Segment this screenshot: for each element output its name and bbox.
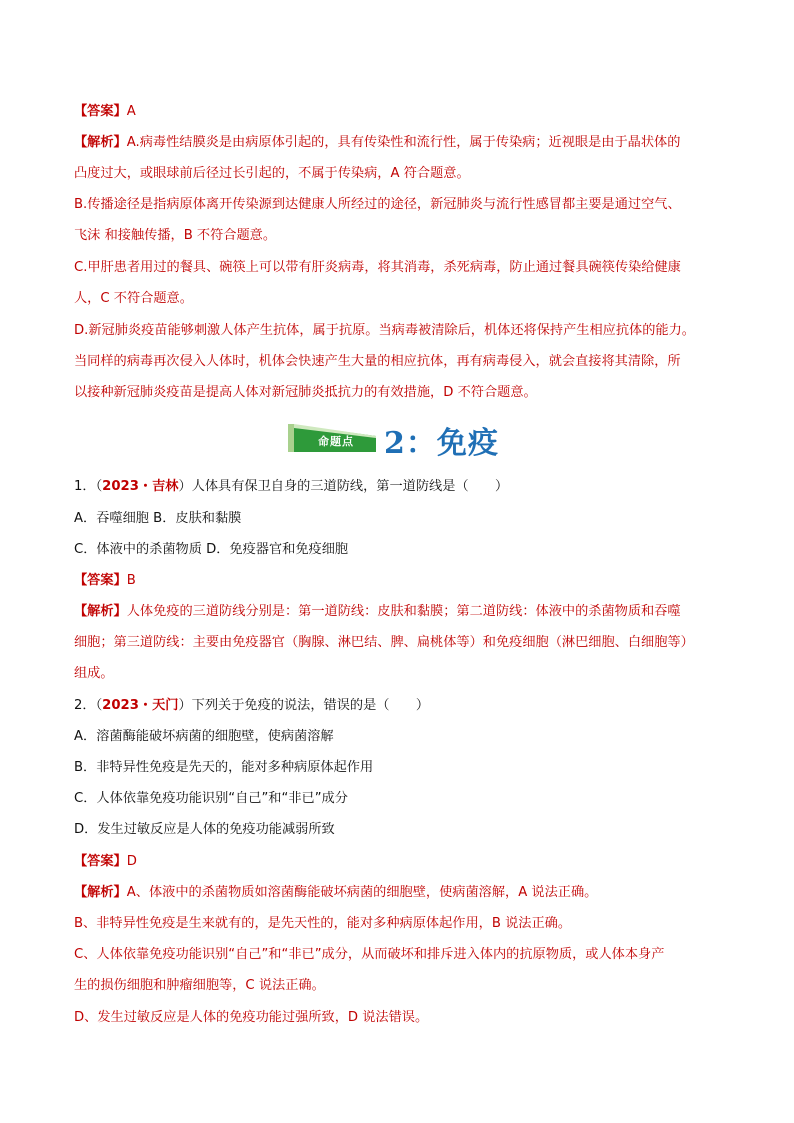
analysis-line bbox=[74, 133, 734, 153]
answer-value: D bbox=[126, 854, 137, 869]
answer-value: A bbox=[126, 104, 136, 119]
analysis-tag: 【解析】 bbox=[74, 135, 127, 150]
answer-tag: 【答案】 bbox=[74, 854, 127, 869]
question-source: 2023・吉林 bbox=[102, 479, 179, 494]
analysis-text: 当同样的病毒再次侵入人体时，机体会快速产生大量的相应抗体，再有病毒侵入，就会直接将其清除，所 bbox=[74, 354, 681, 369]
section-heading bbox=[288, 418, 528, 462]
analysis-text: 凸度过大，或眼球前后径过长引起的，不属于传染病，A 符合题意。 bbox=[74, 166, 470, 181]
banner-label: 命题点 bbox=[318, 435, 354, 448]
analysis-text: 生的损伤细胞和肿瘤细胞等，C 说法正确。 bbox=[74, 978, 325, 993]
answer-tag: 【答案】 bbox=[74, 573, 127, 588]
answer-line bbox=[74, 102, 734, 122]
analysis-text: 以接种新冠肺炎疫苗是提高人体对新冠肺炎抵抗力的有效措施，D 不符合题意。 bbox=[74, 385, 537, 400]
analysis-text: 人，C 不符合题意。 bbox=[74, 291, 193, 306]
question-number: 2．（ bbox=[74, 698, 103, 713]
analysis-tag: 【解析】 bbox=[74, 604, 127, 619]
analysis-text: 飞沫 和接触传播，B 不符合题意。 bbox=[74, 228, 277, 243]
analysis-text: 人体免疫的三道防线分别是：第一道防线：皮肤和黏膜；第二道防线：体液中的杀菌物质和吞噬 bbox=[126, 604, 681, 619]
analysis-text: B、非特异性免疫是生来就有的，是先天性的，能对多种病原体起作用，B 说法正确。 bbox=[74, 916, 572, 931]
question-number: 1．（ bbox=[74, 479, 103, 494]
question-stem bbox=[74, 477, 734, 497]
analysis-text: D、发生过敏反应是人体的免疫功能过强所致，D 说法错误。 bbox=[74, 1010, 429, 1025]
analysis-text: A、体液中的杀菌物质如溶菌酶能破坏病菌的细胞壁，使病菌溶解，A 说法正确。 bbox=[126, 885, 598, 900]
question-text: ）人体具有保卫自身的三道防线，第一道防线是（ ） bbox=[178, 479, 509, 494]
answer-tag: 【答案】 bbox=[74, 104, 127, 119]
analysis-text: C、人体依靠免疫功能识别“自己”和“非已”成分，从而破坏和排斥进入体内的抗原物质，或人体本身产 bbox=[74, 947, 665, 962]
question-option: A．吞噬细胞 B．皮肤和黏膜 bbox=[74, 511, 242, 526]
question-option: C．体液中的杀菌物质 D．免疫器官和免疫细胞 bbox=[74, 542, 349, 557]
analysis-line bbox=[74, 883, 734, 903]
question-option: B．非特异性免疫是先天的，能对多种病原体起作用 bbox=[74, 760, 374, 775]
analysis-tag: 【解析】 bbox=[74, 885, 127, 900]
question-source: 2023・天门 bbox=[102, 698, 179, 713]
analysis-text: D.新冠肺炎疫苗能够刺激人体产生抗体，属于抗原。当病毒被清除后，机体还将保持产生相应抗体的能力。 bbox=[74, 323, 695, 338]
analysis-line bbox=[74, 602, 734, 622]
question-option: A．溶菌酶能破坏病菌的细胞壁，使病菌溶解 bbox=[74, 729, 334, 744]
question-option: D．发生过敏反应是人体的免疫功能减弱所致 bbox=[74, 822, 335, 837]
analysis-text: A.病毒性结膜炎是由病原体引起的，具有传染性和流行性，属于传染病；近视眼是由于晶状体的 bbox=[126, 135, 681, 150]
question-option: C．人体依靠免疫功能识别“自己”和“非已”成分 bbox=[74, 791, 348, 806]
analysis-text: C.甲肝患者用过的餐具、碗筷上可以带有肝炎病毒，将其消毒，杀死病毒，防止通过餐具碗筷传染给健康 bbox=[74, 260, 681, 275]
analysis-text: B.传播途径是指病原体离开传染源到达健康人所经过的途径，新冠肺炎与流行性感冒都主要是通过空气、 bbox=[74, 197, 681, 212]
question-text: ）下列关于免疫的说法，错误的是（ ） bbox=[178, 698, 430, 713]
analysis-text: 细胞；第三道防线：主要由免疫器官（胸腺、淋巴结、脾、扁桃体等）和免疫细胞（淋巴细胞、白细胞等） bbox=[74, 635, 694, 650]
answer-line bbox=[74, 852, 734, 872]
analysis-text: 组成。 bbox=[74, 666, 114, 681]
answer-value: B bbox=[126, 573, 136, 588]
answer-line bbox=[74, 571, 734, 591]
question-stem bbox=[74, 696, 734, 716]
section-title: 2：免疫 bbox=[384, 426, 499, 461]
